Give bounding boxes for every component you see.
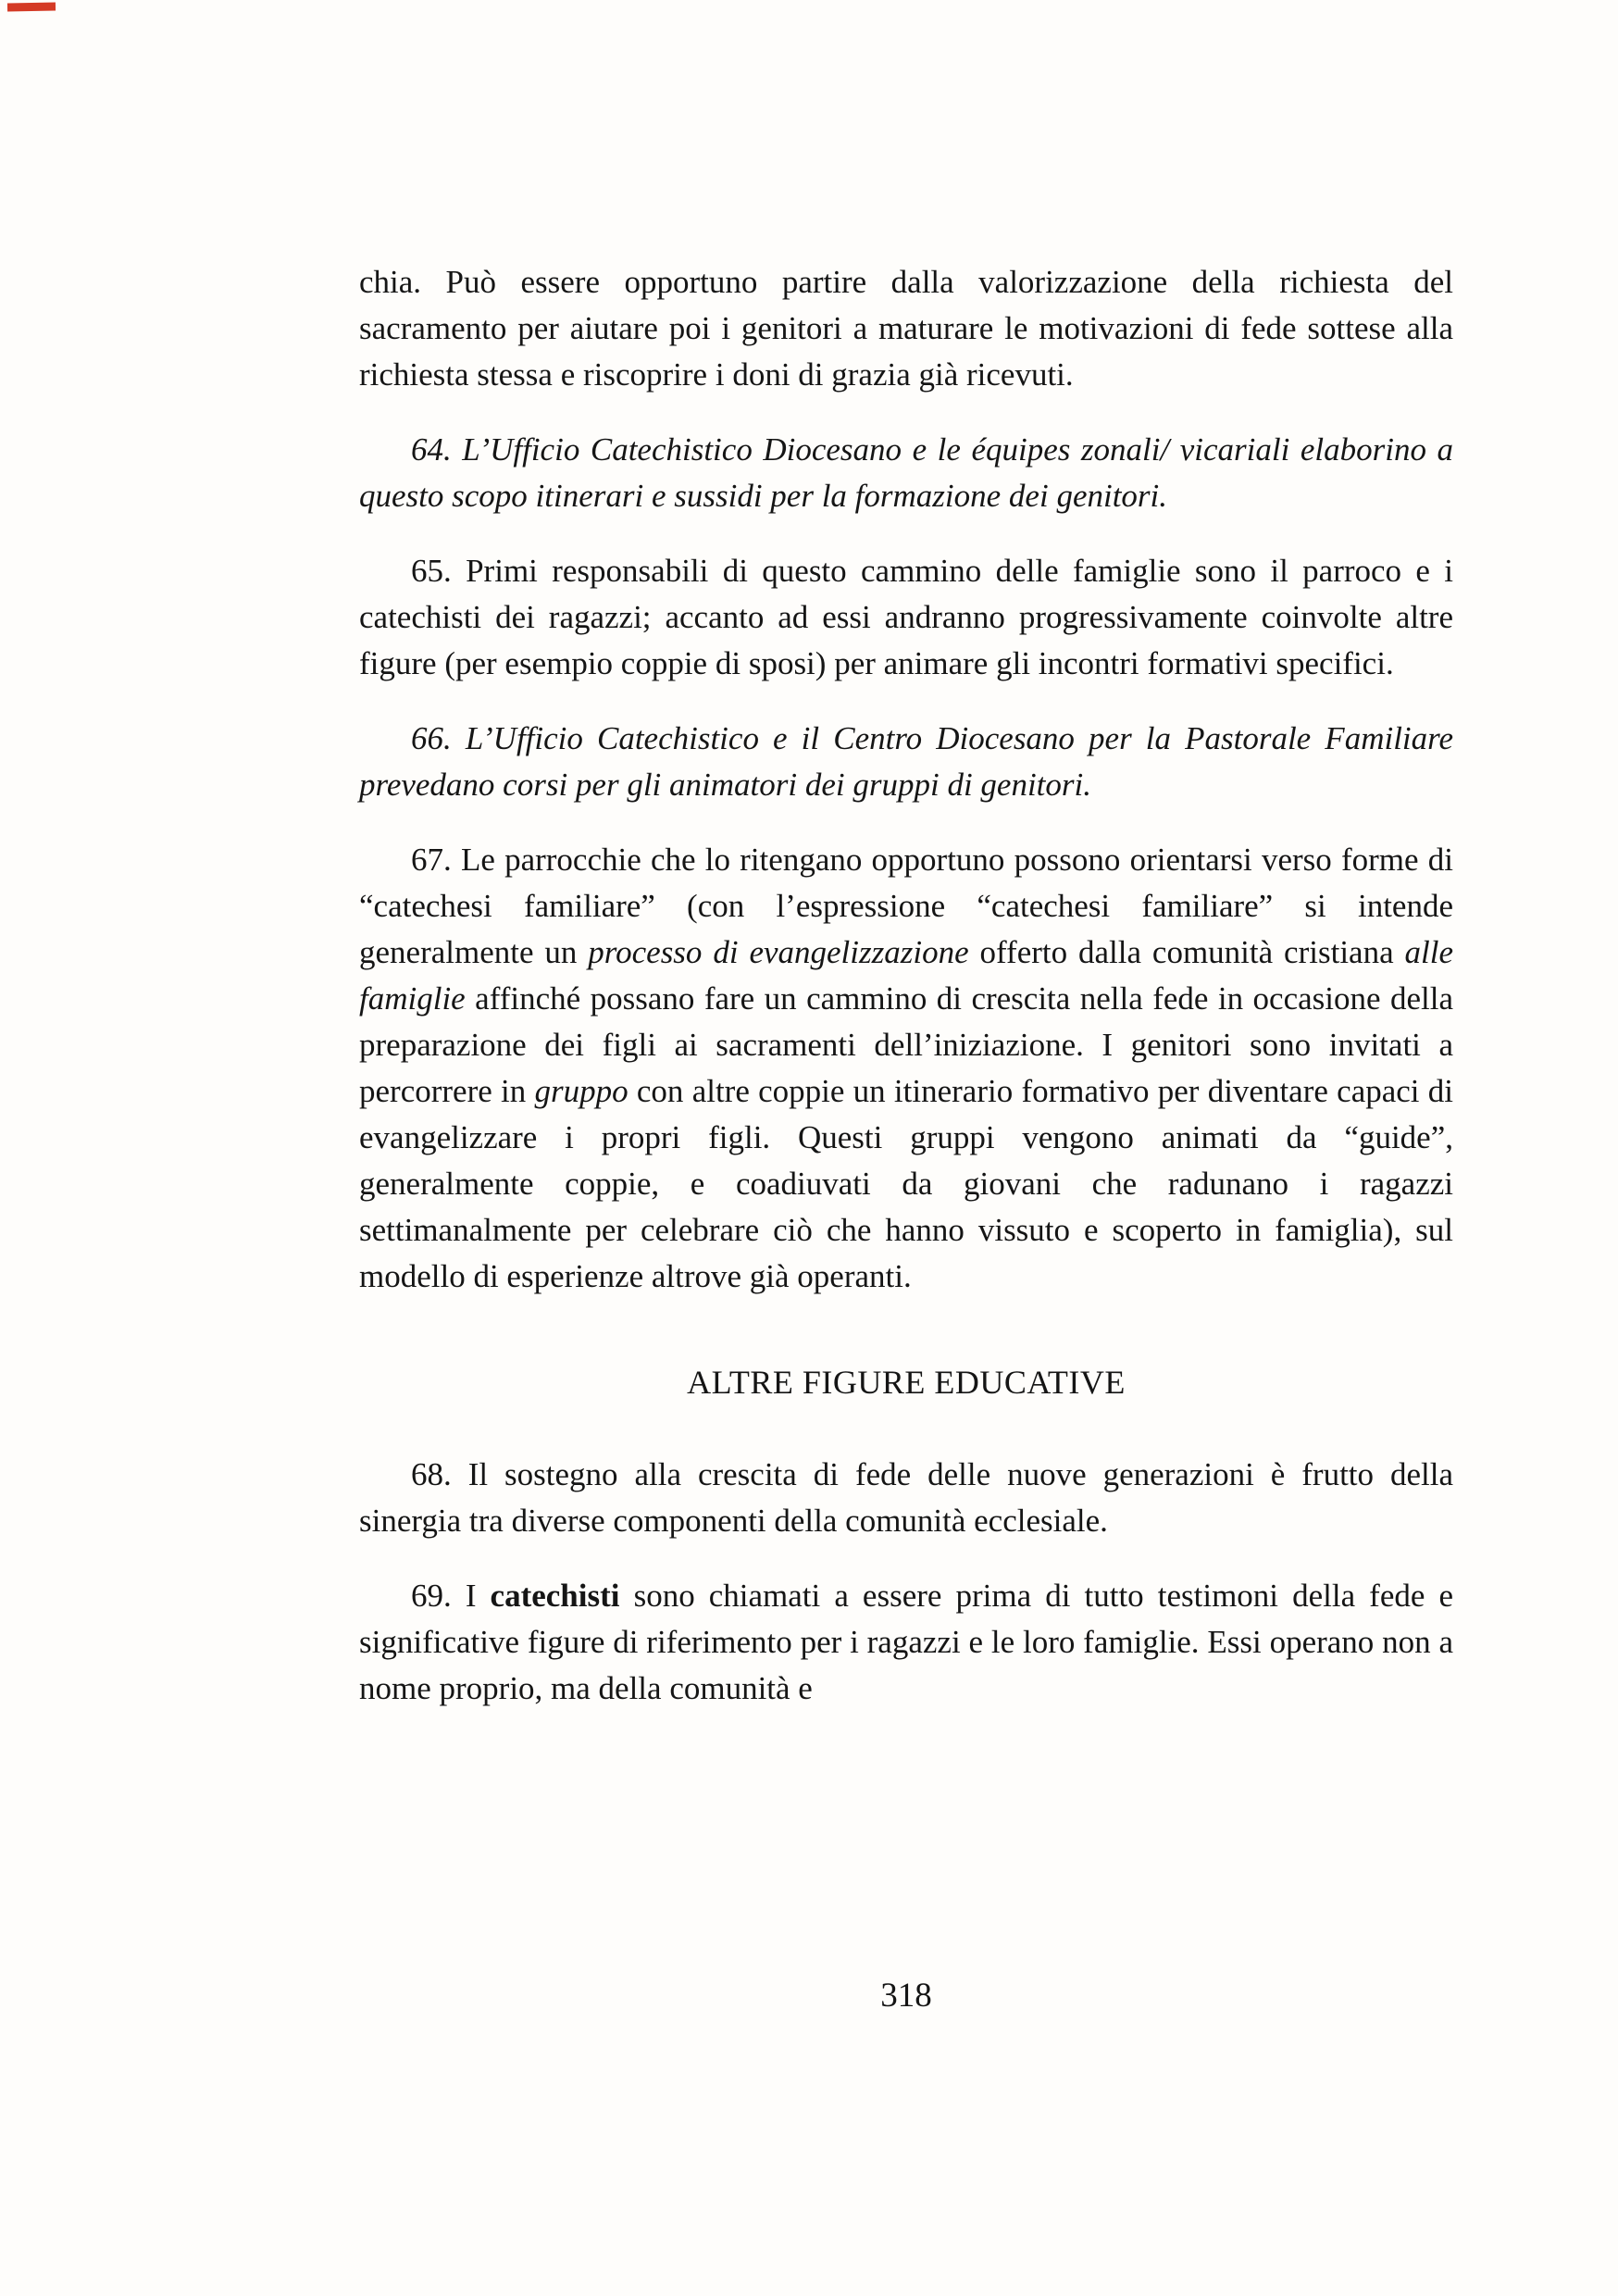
- paragraph: [359, 259, 1453, 398]
- italic-text: 66. L’Ufficio Catechistico e il Centro Diocesano per la Pastorale Familiare prevedano corsi per gli animatori dei gruppi di genitori.: [359, 720, 1453, 803]
- text-run: chia. Può essere opportuno partire dalla valorizzazione della richiesta del sacramento per aiutare poi i genitori a maturare le motivazioni di fede sottese alla richiesta stessa e riscoprire i doni di grazia già ricevuti.: [359, 264, 1453, 393]
- paragraph: [359, 1452, 1453, 1544]
- text-run: 68. Il sostegno alla crescita di fede delle nuove generazioni è frutto della sinergia tra diverse componenti della comunità ecclesiale.: [359, 1456, 1453, 1539]
- bold-text: catechisti: [490, 1578, 620, 1614]
- scan-artifact-mark: [7, 3, 56, 12]
- paragraph: [359, 837, 1453, 1300]
- text-block: [359, 259, 1453, 1741]
- text-run: sono chiamati a essere prima di tutto testimoni della fede e significative figure di riferimento per i ragazzi e le loro famiglie. Essi operano non a nome proprio, ma della comunità e: [359, 1578, 1453, 1706]
- text-run: con altre coppie un itinerario formativo per diventare capaci di evangelizzare i propri figli. Questi gruppi vengono animati da “guide”, generalmente coppie, e coadiuvati da giovani che radunano i ragazzi settimanalmente per celebrare ciò che hanno vissuto e scoperto in famiglia), sul modello di esperienze altrove già operanti.: [359, 1073, 1454, 1294]
- text-run: affinché possano fare un cammino di crescita nella fede in occasione della preparazione dei figli ai sacramenti dell’iniziazione. I genitori sono invitati a percorrere in: [359, 980, 1453, 1109]
- italic-text: 64. L’Ufficio Catechistico Diocesano e le équipes zonali/ vicariali elaborino a questo scopo itinerari e sussidi per la formazione dei genitori.: [359, 431, 1453, 514]
- section-heading: ALTRE FIGURE EDUCATIVE: [687, 1364, 1126, 1401]
- text-run: 67. Le parrocchie che lo ritengano opportuno possono orientarsi verso forme di “catechesi familiare” (con l’espressione “catechesi familiare” si intende generalmente un: [359, 842, 1453, 970]
- text-run: 69. I: [411, 1578, 491, 1614]
- italic-text: gruppo: [534, 1073, 629, 1109]
- paragraph: [359, 716, 1453, 808]
- text-run: offerto dalla comunità cristiana: [968, 934, 1405, 970]
- page-number: 318: [880, 1977, 932, 2015]
- italic-text: processo di evangelizzazione: [588, 934, 969, 970]
- paragraph: [359, 1573, 1453, 1712]
- paragraph: [359, 548, 1453, 687]
- text-run: 65. Primi responsabili di questo cammino delle famiglie sono il parroco e i catechisti dei ragazzi; accanto ad essi andranno progressivamente coinvolte altre figure (per esempio coppie di sposi) per animare gli incontri formativi specifici.: [359, 553, 1453, 681]
- italic-text: alle famiglie: [359, 934, 1453, 1017]
- paragraph: [359, 427, 1453, 519]
